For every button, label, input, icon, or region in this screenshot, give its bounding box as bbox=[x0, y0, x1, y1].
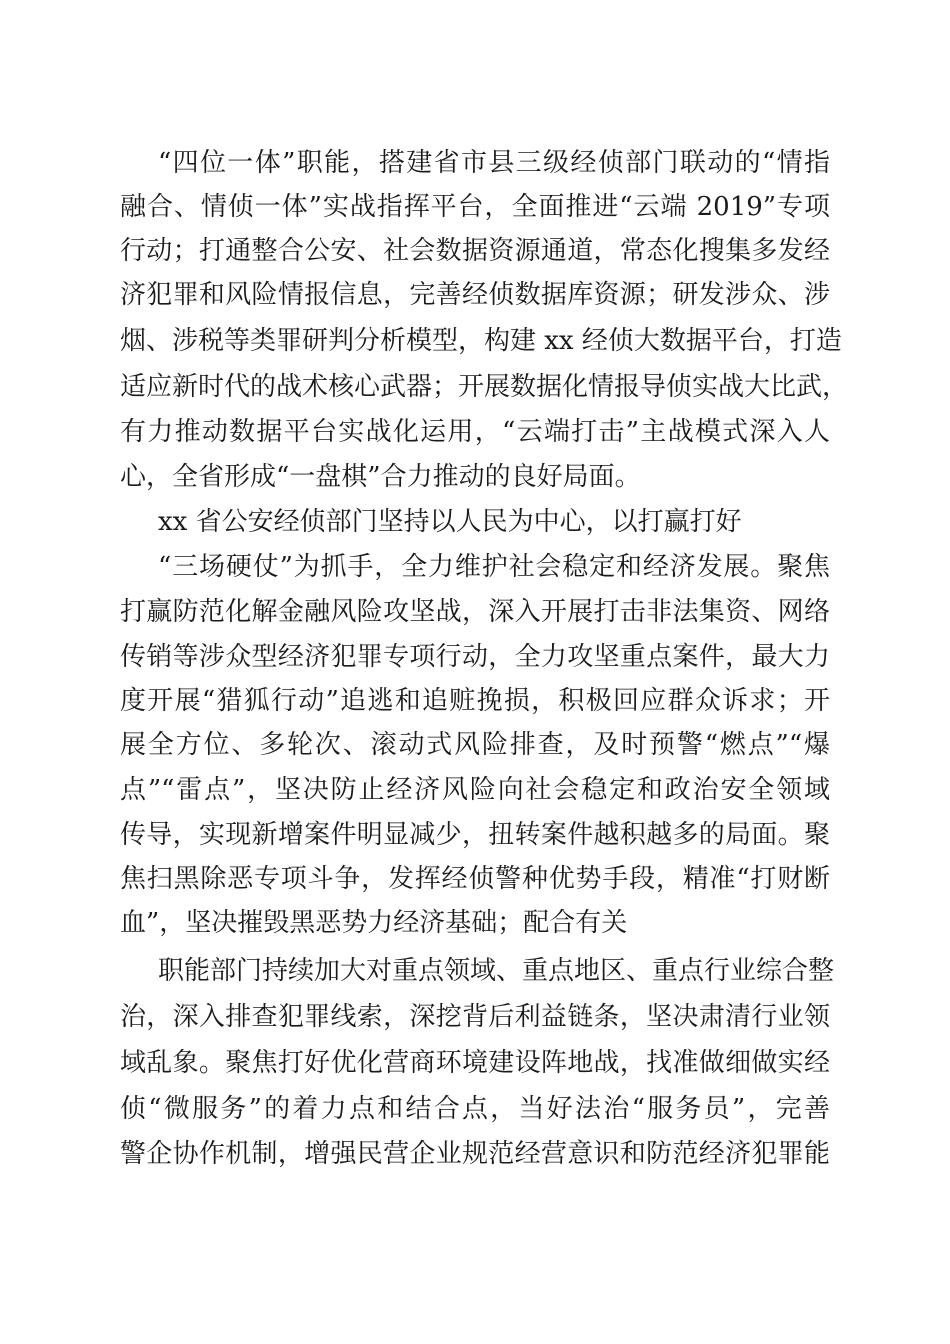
text-line: 行动；打通整合公安、社会数据资源通道，常态化搜集多发经 bbox=[120, 236, 830, 266]
text-line: 治，深入排查犯罪线索，深挖背后利益链条，坚决肃清行业领 bbox=[120, 1002, 830, 1032]
text-line: 有力推动数据平台实战化运用，“云端打击”主战模式深入人 bbox=[120, 417, 830, 447]
text-line: 职能部门持续加大对重点领域、重点地区、重点行业综合整 bbox=[158, 956, 835, 986]
text-line: 侦“微服务”的着力点和结合点，当好法治“服务员”，完善 bbox=[120, 1094, 830, 1124]
text-line: 济犯罪和风险情报信息，完善经侦数据库资源；研发涉众、涉 bbox=[120, 280, 830, 310]
text-line: 适应新时代的战术核心武器；开展数据化情报导侦实战大比武， bbox=[120, 372, 849, 402]
text-line: 点”“雷点”，坚决防止经济风险向社会稳定和政治安全领域 bbox=[120, 775, 830, 805]
text-line: 焦扫黑除恶专项斗争，发挥经侦警种优势手段，精准“打财断 bbox=[120, 864, 830, 894]
text-line: 展全方位、多轮次、滚动式风险排查，及时预警“燃点”“爆 bbox=[120, 730, 830, 760]
text-line: “三场硬仗”为抓手，全力维护社会稳定和经济发展。聚焦 bbox=[158, 552, 830, 582]
text-line: 传导，实现新增案件明显减少，扭转案件越积越多的局面。聚 bbox=[120, 820, 830, 850]
text-line: 心，全省形成“一盘棋”合力推动的良好局面。 bbox=[120, 462, 641, 492]
text-line: 打赢防范化解金融风险攻坚战，深入开展打击非法集资、网络 bbox=[120, 597, 830, 627]
text-line: 域乱象。聚焦打好优化营商环境建设阵地战，找准做细做实经 bbox=[120, 1048, 830, 1078]
text-line: xx 省公安经侦部门坚持以人民为中心，以打赢打好 bbox=[158, 507, 742, 537]
text-line: 警企协作机制，增强民营企业规范经营意识和防范经济犯罪能 bbox=[120, 1139, 830, 1169]
text-line: “四位一体”职能，搭建省市县三级经侦部门联动的“情指 bbox=[158, 148, 830, 178]
text-line: 烟、涉税等类罪研判分析模型，构建 xx 经侦大数据平台，打造 bbox=[120, 326, 842, 356]
text-line: 血”，坚决摧毁黑恶势力经济基础；配合有关 bbox=[120, 908, 628, 938]
text-line: 度开展“猎狐行动”追逃和追赃挽损，积极回应群众诉求；开 bbox=[120, 686, 830, 716]
text-line: 传销等涉众型经济犯罪专项行动，全力攻坚重点案件，最大力 bbox=[120, 642, 830, 672]
text-line: 融合、情侦一体”实战指挥平台，全面推进“云端 2019”专项 bbox=[120, 192, 830, 222]
